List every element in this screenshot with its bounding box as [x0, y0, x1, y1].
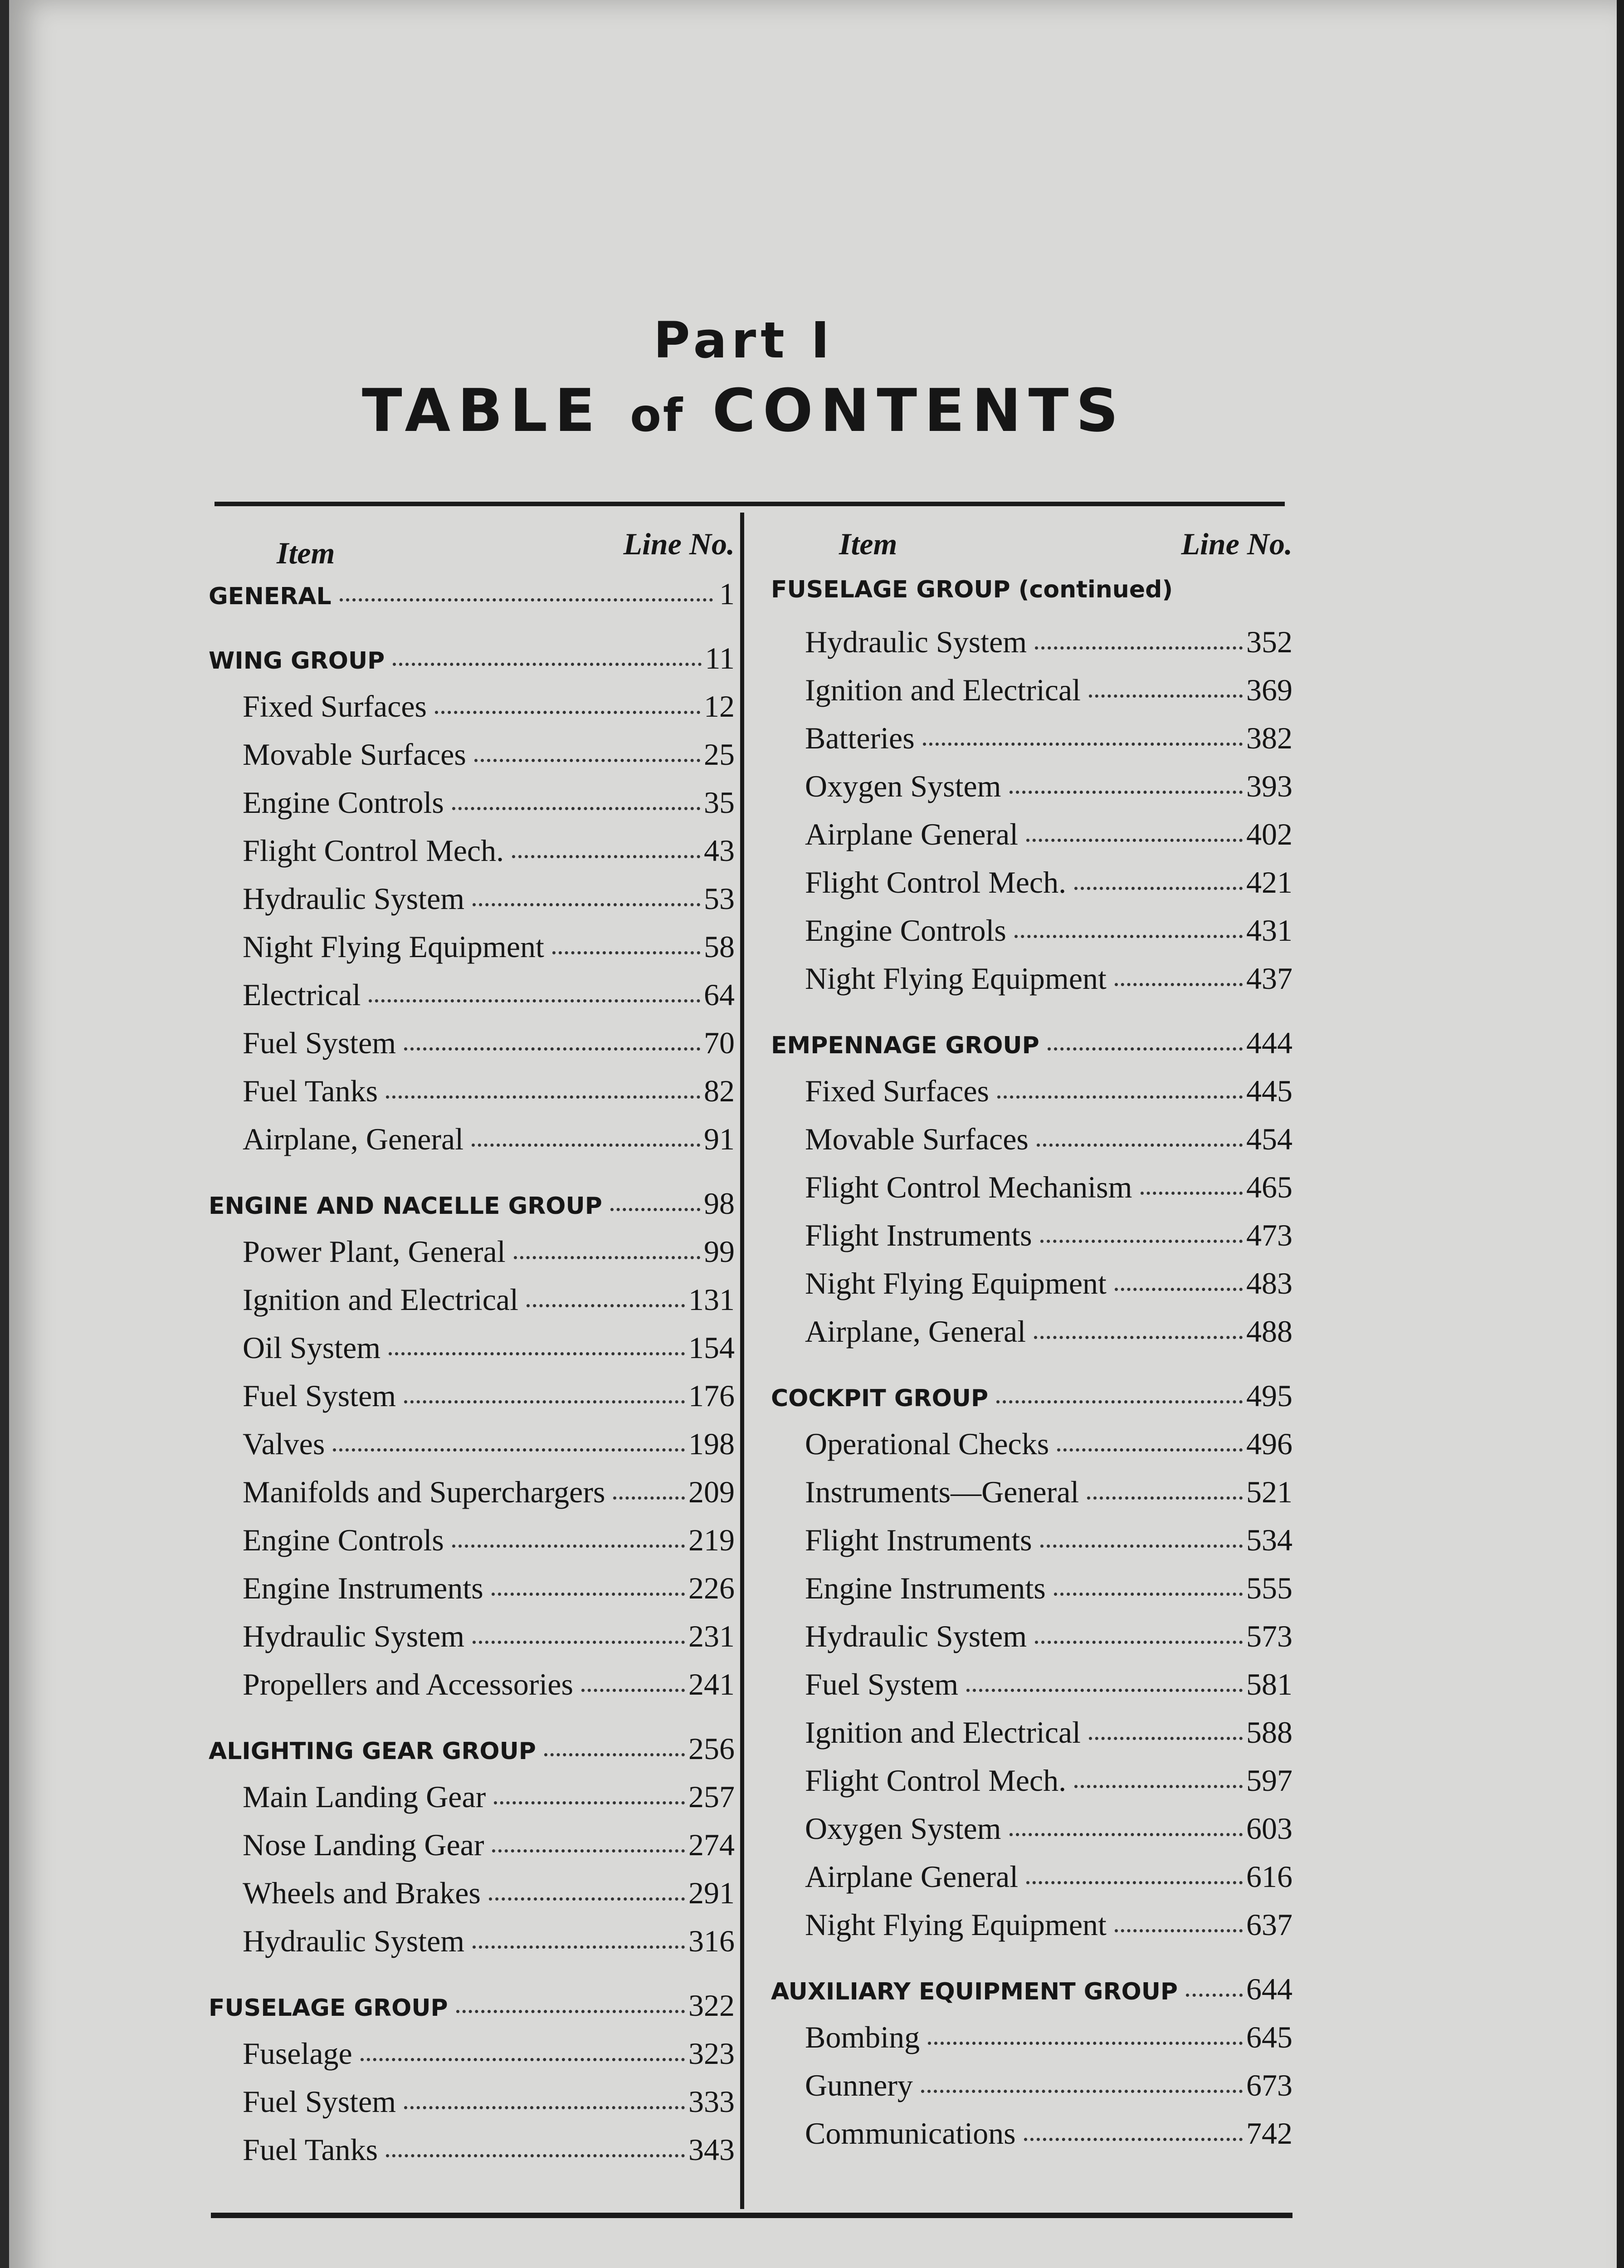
- toc-entry: [209, 1827, 735, 1875]
- toc-entry-label: Fuel System: [243, 1026, 396, 1060]
- dot-leader: [1037, 1144, 1243, 1147]
- dot-leader: [1186, 1994, 1243, 1997]
- dot-leader: [389, 1352, 685, 1355]
- toc-entry-line-number: 209: [688, 1475, 735, 1509]
- header-item: Item: [839, 527, 897, 561]
- dot-leader: [386, 2154, 685, 2157]
- toc-entry-label: Night Flying Equipment: [243, 929, 544, 964]
- toc-entry-label: Night Flying Equipment: [805, 961, 1107, 996]
- toc-entry: [209, 1121, 735, 1169]
- toc-section-heading: [209, 1731, 735, 1779]
- toc-entry-label: Fixed Surfaces: [243, 689, 427, 723]
- dot-leader: [928, 2042, 1243, 2045]
- toc-heading: [9, 372, 1478, 454]
- toc-entry-label: Engine Instruments: [243, 1571, 483, 1605]
- dot-leader: [404, 2106, 685, 2109]
- dot-leader: [1024, 2138, 1243, 2141]
- toc-entry-line-number: 473: [1246, 1218, 1292, 1252]
- toc-entry-label: COCKPIT GROUP: [771, 1385, 989, 1412]
- toc-entry-label: Fuel System: [805, 1667, 959, 1701]
- dot-leader: [361, 2058, 685, 2061]
- toc-section-heading: [209, 640, 735, 689]
- toc-entry-line-number: 369: [1246, 673, 1292, 707]
- dot-leader: [494, 1801, 685, 1804]
- header-line-no: Line No.: [623, 527, 735, 561]
- toc-entry-label: Hydraulic System: [243, 1619, 465, 1653]
- dot-leader: [1035, 646, 1243, 650]
- toc-entry: [209, 833, 735, 881]
- toc-entry: [209, 1330, 735, 1378]
- toc-entry-label: Operational Checks: [805, 1427, 1049, 1461]
- toc-entry-label: Airplane, General: [243, 1122, 464, 1156]
- toc-entry-label: Gunnery: [805, 2068, 913, 2102]
- toc-entry-label: FUSELAGE GROUP (continued): [771, 576, 1173, 603]
- toc-entry-line-number: 573: [1246, 1619, 1292, 1653]
- dot-leader: [473, 1945, 685, 1949]
- dot-leader: [492, 1593, 685, 1596]
- title-block: [9, 308, 1478, 454]
- toc-entry-line-number: 495: [1246, 1378, 1292, 1413]
- toc-entry: [771, 816, 1292, 865]
- toc-entry-label: Wheels and Brakes: [243, 1876, 481, 1910]
- dot-leader: [1115, 1288, 1243, 1291]
- toc-section-heading: [771, 1378, 1292, 1426]
- dot-leader: [1048, 1047, 1243, 1051]
- dot-leader: [340, 598, 713, 601]
- toc-entry-line-number: 322: [688, 1988, 735, 2023]
- toc-entry-label: Engine Instruments: [805, 1571, 1046, 1605]
- toc-section-heading: [209, 1988, 735, 2036]
- toc-entry-line-number: 382: [1246, 721, 1292, 755]
- toc-entry-label: Flight Control Mech.: [805, 865, 1067, 899]
- toc-entry: [771, 1266, 1292, 1314]
- toc-entry: [209, 785, 735, 833]
- toc-entry-label: Oxygen System: [805, 1811, 1001, 1846]
- toc-entry-label: Airplane, General: [805, 1314, 1026, 1349]
- toc-entry-label: Hydraulic System: [243, 1924, 465, 1958]
- toc-entry-line-number: 154: [688, 1330, 735, 1365]
- toc-entry: [771, 1073, 1292, 1121]
- toc-entry-line-number: 35: [704, 785, 735, 820]
- dot-leader: [966, 1689, 1243, 1692]
- dot-leader: [386, 1095, 700, 1099]
- toc-section-heading: [209, 576, 735, 624]
- toc-entry-label: Electrical: [243, 978, 361, 1012]
- toc-entry: [771, 624, 1292, 672]
- toc-entry-line-number: 291: [688, 1876, 735, 1910]
- toc-entry-line-number: 603: [1246, 1811, 1292, 1846]
- toc-entry-label: Valves: [243, 1427, 325, 1461]
- dot-leader: [492, 1849, 685, 1853]
- toc-entry: [771, 961, 1292, 1009]
- toc-entry-label: Oil System: [243, 1330, 381, 1365]
- toc-entry-line-number: 555: [1246, 1571, 1292, 1605]
- toc-entry-label: Manifolds and Superchargers: [243, 1475, 605, 1509]
- toc-entry: [209, 737, 735, 785]
- toc-entry-line-number: 91: [704, 1122, 735, 1156]
- toc-entry-line-number: 616: [1246, 1859, 1292, 1894]
- toc-entry-line-number: 226: [688, 1571, 735, 1605]
- toc-entry: [209, 1618, 735, 1667]
- toc-entry-line-number: 256: [688, 1731, 735, 1766]
- toc-entry: [209, 2132, 735, 2180]
- toc-section-heading: [771, 576, 1292, 624]
- toc-entry: [209, 2036, 735, 2084]
- toc-entry-line-number: 673: [1246, 2068, 1292, 2102]
- toc-entry: [771, 720, 1292, 768]
- toc-entry: [771, 1426, 1292, 1474]
- toc-entry-label: ENGINE AND NACELLE GROUP: [209, 1193, 602, 1220]
- toc-entry: [771, 1907, 1292, 1955]
- dot-leader: [1010, 791, 1243, 794]
- toc-entry-line-number: 742: [1246, 2116, 1292, 2151]
- toc-entry: [209, 1282, 735, 1330]
- toc-entry: [209, 1667, 735, 1715]
- column-header: [209, 526, 735, 576]
- toc-entry-label: GENERAL: [209, 583, 332, 610]
- toc-entry-label: Night Flying Equipment: [805, 1907, 1107, 1942]
- dot-leader: [489, 1897, 685, 1901]
- toc-entry-line-number: 99: [704, 1234, 735, 1269]
- toc-entry: [771, 2068, 1292, 2116]
- toc-entry-label: Flight Control Mechanism: [805, 1170, 1132, 1204]
- toc-entry-line-number: 98: [704, 1186, 735, 1221]
- dot-leader: [333, 1448, 685, 1452]
- dot-leader: [581, 1689, 685, 1692]
- toc-entry-line-number: 431: [1246, 913, 1292, 948]
- toc-entry-line-number: 257: [688, 1779, 735, 1814]
- toc-entry-line-number: 597: [1246, 1763, 1292, 1798]
- toc-entry: [209, 1522, 735, 1570]
- toc-entry: [209, 977, 735, 1025]
- dot-leader: [1040, 1545, 1243, 1548]
- dot-leader: [472, 1144, 700, 1147]
- dot-leader: [613, 1496, 685, 1500]
- toc-section-heading: [209, 1186, 735, 1234]
- toc-entry-line-number: 465: [1246, 1170, 1292, 1204]
- toc-entry-line-number: 444: [1246, 1026, 1292, 1060]
- dot-leader: [923, 743, 1243, 746]
- toc-entry-label: Fuel System: [243, 2084, 396, 2119]
- toc-entry: [771, 1314, 1292, 1362]
- toc-entry-line-number: 25: [704, 737, 735, 772]
- dot-leader: [1087, 1496, 1243, 1500]
- toc-entry: [209, 881, 735, 929]
- toc-entry-line-number: 445: [1246, 1074, 1292, 1108]
- toc-entry: [771, 913, 1292, 961]
- toc-entry: [771, 1811, 1292, 1859]
- toc-entry: [771, 1715, 1292, 1763]
- toc-entry-line-number: 11: [705, 641, 735, 675]
- toc-entry-line-number: 437: [1246, 961, 1292, 996]
- toc-entry-line-number: 323: [688, 2036, 735, 2071]
- header-item: Item: [277, 536, 335, 570]
- toc-entry-line-number: 588: [1246, 1715, 1292, 1750]
- toc-entry-label: Fuel Tanks: [243, 1074, 378, 1108]
- toc-entry-label: Engine Controls: [805, 913, 1006, 948]
- column-header: [771, 526, 1292, 576]
- toc-entry: [771, 1618, 1292, 1667]
- toc-entry: [209, 1234, 735, 1282]
- toc-entry: [209, 1779, 735, 1827]
- toc-entry-label: Fixed Surfaces: [805, 1074, 990, 1108]
- toc-entry-label: Hydraulic System: [805, 625, 1027, 659]
- toc-entry-line-number: 70: [704, 1026, 735, 1060]
- toc-entry: [771, 1522, 1292, 1570]
- dot-leader: [1115, 983, 1243, 986]
- column-divider: [740, 513, 744, 2209]
- toc-entry: [209, 1570, 735, 1618]
- toc-entry-line-number: 644: [1246, 1972, 1292, 2006]
- dot-leader: [435, 711, 700, 714]
- toc-entry-line-number: 43: [704, 833, 735, 868]
- toc-entry-label: FUSELAGE GROUP: [209, 1994, 448, 2022]
- toc-entry-line-number: 82: [704, 1074, 735, 1108]
- toc-entry-label: Fuel System: [243, 1378, 396, 1413]
- dot-leader: [610, 1208, 700, 1211]
- dot-leader: [1026, 839, 1243, 842]
- toc-entry-label: Engine Controls: [243, 1523, 444, 1557]
- toc-entry-label: Flight Control Mech.: [805, 1763, 1067, 1798]
- book-spine-edge: [0, 0, 9, 2268]
- dot-leader: [456, 2010, 685, 2013]
- dot-leader: [393, 663, 701, 666]
- toc-entry-label: Instruments—General: [805, 1475, 1079, 1509]
- toc-entry-line-number: 241: [688, 1667, 735, 1701]
- toc-entry: [771, 2116, 1292, 2164]
- dot-leader: [1074, 1785, 1243, 1788]
- toc-entry: [209, 1073, 735, 1121]
- toc-entry-label: Fuselage: [243, 2036, 352, 2071]
- dot-leader: [1089, 1737, 1243, 1740]
- dot-leader: [474, 759, 700, 762]
- toc-entry-label: Movable Surfaces: [805, 1122, 1029, 1156]
- toc-section-heading: [771, 1971, 1292, 2019]
- dot-leader: [1054, 1593, 1243, 1596]
- toc-entry-line-number: 496: [1246, 1427, 1292, 1461]
- toc-entry: [771, 768, 1292, 816]
- toc-entry-line-number: 316: [688, 1924, 735, 1958]
- part-heading: Part I: [654, 311, 834, 369]
- toc-entry-line-number: 581: [1246, 1667, 1292, 1701]
- toc-entry-label: EMPENNAGE GROUP: [771, 1032, 1039, 1059]
- toc-entry-label: ALIGHTING GEAR GROUP: [209, 1738, 536, 1765]
- dot-leader: [1040, 1240, 1243, 1243]
- dot-leader: [404, 1047, 700, 1051]
- toc-entry-line-number: 421: [1246, 865, 1292, 899]
- dot-leader: [552, 951, 700, 954]
- toc-entry-line-number: 198: [688, 1427, 735, 1461]
- dot-leader: [1115, 1929, 1243, 1932]
- header-line-no: Line No.: [1181, 527, 1292, 561]
- toc-entry-label: Ignition and Electrical: [805, 673, 1081, 707]
- toc-entry-line-number: 333: [688, 2084, 735, 2119]
- toc-entry-line-number: 231: [688, 1619, 735, 1653]
- toc-entry: [209, 1025, 735, 1073]
- toc-entry-line-number: 637: [1246, 1907, 1292, 1942]
- dot-leader: [1089, 694, 1243, 698]
- toc-entry: [209, 1875, 735, 1923]
- toc-entry-line-number: 402: [1246, 817, 1292, 851]
- dot-leader: [369, 999, 700, 1002]
- toc-entry: [771, 1169, 1292, 1217]
- toc-entry-label: Fuel Tanks: [243, 2132, 378, 2167]
- toc-entry-label: Flight Instruments: [805, 1523, 1032, 1557]
- toc-column-right: [771, 526, 1292, 2164]
- dot-leader: [473, 1641, 685, 1644]
- dot-leader: [1035, 1641, 1243, 1644]
- toc-entry: [771, 672, 1292, 720]
- toc-entry: [771, 1859, 1292, 1907]
- toc-heading-word-1: TABLE: [362, 376, 602, 445]
- toc-entry: [771, 1570, 1292, 1618]
- toc-entry: [209, 929, 735, 977]
- toc-entry-label: Main Landing Gear: [243, 1779, 486, 1814]
- toc-entry-label: Bombing: [805, 2020, 920, 2054]
- toc-entry: [771, 1217, 1292, 1266]
- top-rule: [215, 502, 1285, 506]
- toc-entry-label: Movable Surfaces: [243, 737, 466, 772]
- toc-entry-line-number: 454: [1246, 1122, 1292, 1156]
- dot-leader: [452, 807, 700, 810]
- toc-heading-of: of: [630, 389, 685, 442]
- toc-list-right: [771, 576, 1292, 2164]
- document-page: [9, 0, 1617, 2268]
- toc-entry-label: Flight Control Mech.: [243, 833, 504, 868]
- dot-leader: [512, 855, 700, 858]
- toc-entry-label: Airplane General: [805, 817, 1019, 851]
- toc-entry-line-number: 219: [688, 1523, 735, 1557]
- toc-entry: [771, 1667, 1292, 1715]
- toc-entry-line-number: 1: [719, 577, 735, 611]
- dot-leader: [452, 1545, 685, 1548]
- dot-leader: [921, 2090, 1243, 2093]
- toc-entry: [771, 1474, 1292, 1522]
- toc-entry-line-number: 12: [704, 689, 735, 723]
- dot-leader: [1141, 1192, 1243, 1195]
- toc-heading-word-2: CONTENTS: [712, 376, 1126, 445]
- dot-leader: [1034, 1336, 1243, 1339]
- toc-entry: [209, 1474, 735, 1522]
- toc-entry-label: Propellers and Accessories: [243, 1667, 573, 1701]
- dot-leader: [514, 1256, 700, 1259]
- dot-leader: [404, 1400, 685, 1403]
- toc-entry: [209, 2084, 735, 2132]
- dot-leader: [1010, 1833, 1243, 1836]
- toc-entry: [771, 1763, 1292, 1811]
- dot-leader: [527, 1304, 685, 1307]
- dot-leader: [1057, 1448, 1243, 1452]
- toc-entry-label: Ignition and Electrical: [805, 1715, 1081, 1750]
- toc-entry-line-number: 53: [704, 881, 735, 916]
- toc-list-left: [209, 576, 735, 2180]
- toc-entry-line-number: 58: [704, 929, 735, 964]
- toc-entry-line-number: 352: [1246, 625, 1292, 659]
- dot-leader: [544, 1753, 685, 1756]
- toc-entry-label: AUXILIARY EQUIPMENT GROUP: [771, 1978, 1178, 2005]
- toc-entry: [209, 1923, 735, 1971]
- dot-leader: [1014, 935, 1243, 938]
- toc-entry-line-number: 131: [688, 1282, 735, 1317]
- toc-entry: [771, 865, 1292, 913]
- dot-leader: [996, 1400, 1243, 1403]
- toc-entry-line-number: 483: [1246, 1266, 1292, 1300]
- toc-entry: [209, 1426, 735, 1474]
- dot-leader: [1074, 887, 1243, 890]
- toc-entry-line-number: 488: [1246, 1314, 1292, 1349]
- toc-entry: [209, 689, 735, 737]
- toc-entry-label: Engine Controls: [243, 785, 444, 820]
- toc-entry-label: Flight Instruments: [805, 1218, 1032, 1252]
- toc-entry-label: Power Plant, General: [243, 1234, 506, 1269]
- bottom-rule: [211, 2213, 1292, 2218]
- toc-entry-label: Communications: [805, 2116, 1016, 2151]
- toc-entry-line-number: 393: [1246, 769, 1292, 803]
- toc-entry: [771, 2019, 1292, 2068]
- toc-entry-label: WING GROUP: [209, 647, 385, 675]
- toc-entry-line-number: 274: [688, 1828, 735, 1862]
- toc-entry: [771, 1121, 1292, 1169]
- toc-entry-label: Batteries: [805, 721, 915, 755]
- toc-entry-line-number: 343: [688, 2132, 735, 2167]
- toc-entry-label: Hydraulic System: [243, 881, 465, 916]
- dot-leader: [1026, 1881, 1243, 1884]
- toc-entry-label: Night Flying Equipment: [805, 1266, 1107, 1300]
- toc-entry: [209, 1378, 735, 1426]
- toc-entry-label: Hydraulic System: [805, 1619, 1027, 1653]
- dot-leader: [473, 903, 700, 906]
- dot-leader: [997, 1095, 1243, 1099]
- toc-entry-line-number: 645: [1246, 2020, 1292, 2054]
- toc-column-left: [209, 526, 735, 2180]
- toc-entry-line-number: 64: [704, 978, 735, 1012]
- toc-entry-label: Airplane General: [805, 1859, 1019, 1894]
- toc-section-heading: [771, 1025, 1292, 1073]
- toc-entry-line-number: 176: [688, 1378, 735, 1413]
- toc-entry-label: Nose Landing Gear: [243, 1828, 484, 1862]
- toc-entry-line-number: 521: [1246, 1475, 1292, 1509]
- toc-entry-line-number: 534: [1246, 1523, 1292, 1557]
- toc-entry-label: Oxygen System: [805, 769, 1001, 803]
- toc-entry-label: Ignition and Electrical: [243, 1282, 518, 1317]
